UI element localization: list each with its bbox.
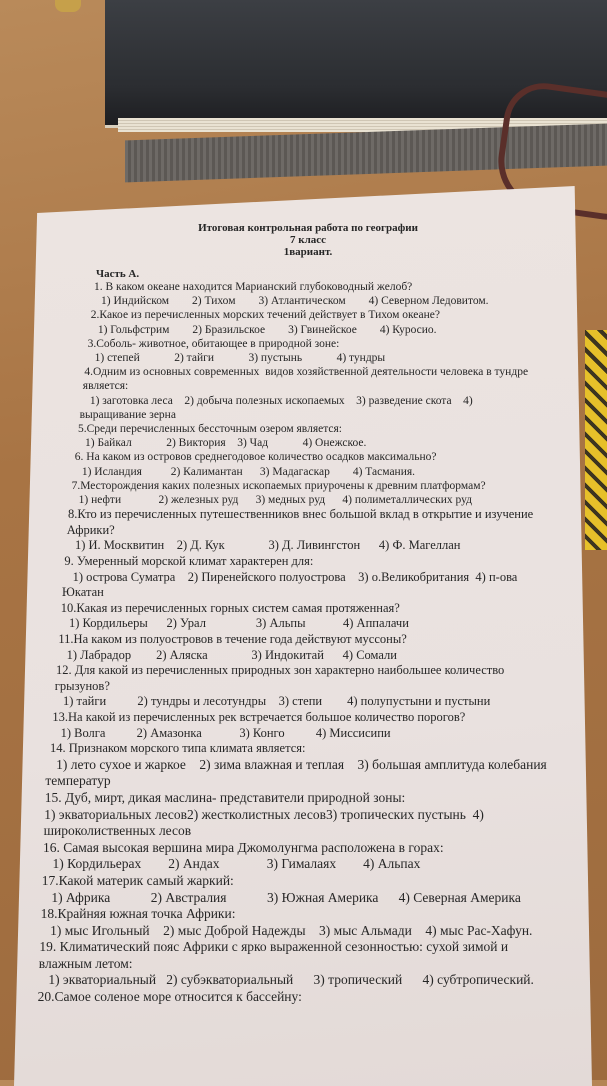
question-line: 1) тайги 2) тундры и лесотундры 3) степи 4) полупустыни и пустыни xyxy=(53,694,491,709)
question-line: 1) Индийском 2) Тихом 3) Атлантическом 4) Северном Ледовитом. xyxy=(92,295,489,308)
question-line: 4.Одним из основных современных видов хозяйственной деятельности человека в тундре xyxy=(84,366,529,379)
question-line: 1) экваториальный 2) субэкваториальный 3) тропический 4) субтропический. xyxy=(38,972,534,988)
question-line: является: xyxy=(82,380,129,393)
question-line: 3.Соболь- животное, обитающее в природной зоне: xyxy=(87,337,340,350)
grade-label: 7 класс xyxy=(289,234,327,246)
question-line: 8.Кто из перечисленных путешественников внес большой вклад в открытие и изучение xyxy=(68,507,534,522)
question-line: 1) Кордильерах 2) Андах 3) Гималаях 4) Альпах xyxy=(42,856,421,872)
question-line: 1) лето сухое и жаркое 2) зима влажная и теплая 3) большая амплитуда колебания xyxy=(46,756,547,772)
yellow-object xyxy=(585,330,607,550)
question-line: широколиственных лесов xyxy=(43,823,192,839)
question-line: 12. Для какой из перечисленных природных зон характерно наибольшее количество xyxy=(56,663,505,678)
question-line: грызунов? xyxy=(54,678,110,693)
question-line: 1) Исландия 2) Калимантан 3) Мадагаскар 4) Тасмания. xyxy=(73,465,416,478)
question-line: 1) Кордильеры 2) Урал 3) Альпы 4) Аппалачи xyxy=(59,616,409,631)
question-line: 7.Месторождения каких полезных ископаемых приурочены к древним платформам? xyxy=(71,479,486,492)
question-line: 1) Байкал 2) Виктория 3) Чад 4) Онежское. xyxy=(76,437,367,450)
question-line: 10.Какая из перечисленных горных систем самая протяженная? xyxy=(60,600,400,615)
question-line: влажным летом: xyxy=(38,955,133,971)
question-line: 1) экваториальных лесов2) жестколистных лесов3) тропических пустынь 4) xyxy=(44,806,484,822)
question-line: 11.На каком из полуостровов в течение года действуют муссоны? xyxy=(58,632,407,646)
question-line: 1) мыс Игольный 2) мыс Доброй Надежды 3) мыс Альмади 4) мыс Рас-Хафун. xyxy=(40,922,533,938)
question-line: 1) Африка 2) Австралия 3) Южная Америка 4) Северная Америка xyxy=(41,889,521,905)
question-line: 20.Самое соленое море относится к бассейну: xyxy=(37,989,302,1005)
question-line: 5.Среди перечисленных бессточным озером является: xyxy=(78,423,342,436)
question-line: Африки? xyxy=(66,522,115,537)
question-line: 1) степей 2) тайги 3) пустынь 4) тундры xyxy=(86,352,386,365)
question-line: температур xyxy=(45,773,111,789)
question-line: 15. Дуб, мирт, дикая маслина- представители природной зоны: xyxy=(44,789,406,805)
document-content xyxy=(34,222,582,1006)
question-line: 1) острова Суматра 2) Пиренейского полуострова 3) о.Великобритания 4) п-ова xyxy=(63,569,518,584)
document-title: Итоговая контрольная работа по географии xyxy=(198,222,418,234)
question-line: 16. Самая высокая вершина мира Джомолунгма расположена в горах: xyxy=(43,839,444,855)
question-line: Юкатан xyxy=(62,585,104,600)
question-line: 1) Волга 2) Амазонка 3) Конго 4) Миссисипи xyxy=(51,725,391,740)
question-line: выращивание зерна xyxy=(79,408,176,421)
question-line: 17.Какой материк самый жаркий: xyxy=(41,872,234,888)
question-line: 1) И. Москвитин 2) Д. Кук 3) Д. Ливингстон 4) Ф. Магеллан xyxy=(65,538,461,553)
part-label: Часть А. xyxy=(96,268,140,280)
question-line: 9. Умеренный морской климат характерен для: xyxy=(64,554,314,569)
question-list xyxy=(34,280,582,1006)
question-line: 1) нефти 2) железных руд 3) медных руд 4) полиметаллических руд xyxy=(70,494,472,507)
question-line: 19. Климатический пояс Африки с ярко выраженной сезонностью: сухой зимой и xyxy=(39,939,509,955)
question-line: 1. В каком океане находится Марианский глубоководный желоб? xyxy=(94,281,413,293)
question-line: 14. Признаком морского типа климата является: xyxy=(50,741,306,756)
question-line: 2.Какое из перечисленных морских течений действует в Тихом океане? xyxy=(90,309,441,322)
question-line: 18.Крайняя южная точка Африки: xyxy=(40,906,236,922)
question-line: 6. На каком из островов среднегодовое количество осадков максимально? xyxy=(74,451,437,464)
question-line: 1) Гольфстрим 2) Бразильское 3) Гвинейское 4) Куросио. xyxy=(89,323,437,336)
question-line: 13.На какой из перечисленных рек встречается большое количество порогов? xyxy=(52,709,466,724)
document-header xyxy=(34,222,582,258)
pen-cap xyxy=(55,0,81,12)
question-line: 1) Лабрадор 2) Аляска 3) Индокитай 4) Сомали xyxy=(57,647,397,662)
variant-label: 1вариант. xyxy=(283,246,333,258)
question-line: 1) заготовка леса 2) добыча полезных ископаемых 3) разведение скота 4) xyxy=(81,394,473,407)
